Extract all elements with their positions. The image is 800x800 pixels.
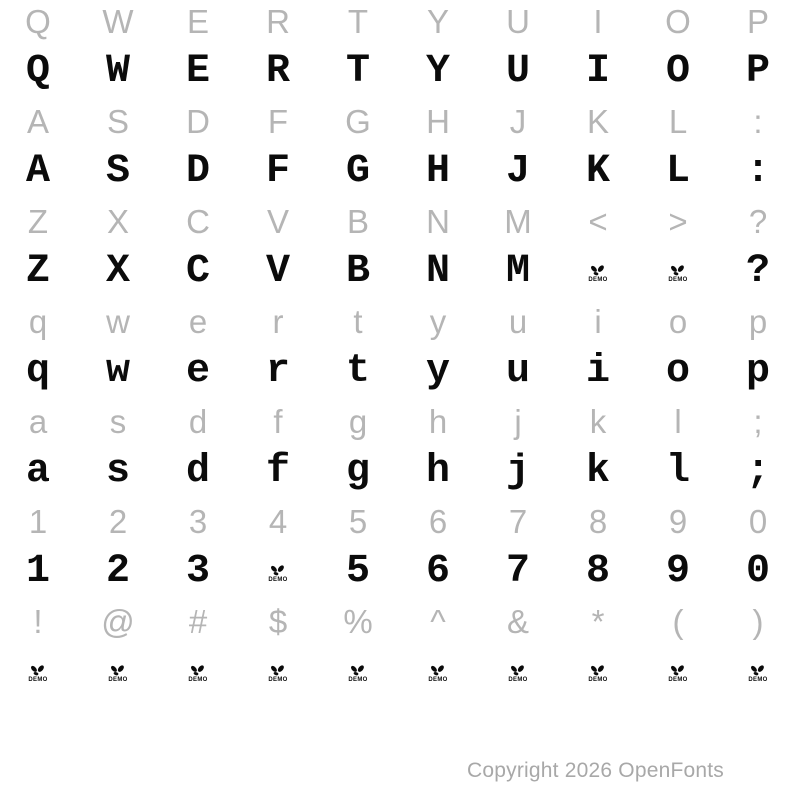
black-glyph: q <box>25 349 50 394</box>
demo-placeholder <box>668 265 687 283</box>
black-glyph: t <box>345 349 370 394</box>
demo-label: DEMO <box>748 677 768 683</box>
gray-glyph: M <box>504 203 532 240</box>
gray-glyph: r <box>272 303 284 340</box>
gray-reference-row-lowercase-asdf <box>0 402 798 442</box>
gray-glyph: # <box>188 603 208 640</box>
gray-glyph: 1 <box>28 503 48 540</box>
black-glyph: M <box>505 249 530 294</box>
demo-placeholder <box>428 665 447 683</box>
gray-glyph: f <box>273 403 283 440</box>
black-glyph: G <box>345 149 370 194</box>
gray-glyph: ? <box>748 203 768 240</box>
demo-font-row-uppercase-zxcv <box>0 247 798 297</box>
gray-glyph: X <box>106 203 129 240</box>
black-glyph: : <box>745 149 770 194</box>
gray-glyph: $ <box>268 603 288 640</box>
demo-glyph-cell <box>638 247 718 297</box>
gray-glyph: ; <box>753 403 763 440</box>
black-glyph: N <box>425 249 450 294</box>
black-glyph: ; <box>745 449 770 494</box>
copyright-text: Copyright 2026 OpenFonts <box>467 759 724 782</box>
demo-label: DEMO <box>588 277 608 283</box>
demo-label: DEMO <box>428 677 448 683</box>
demo-placeholder <box>588 665 607 683</box>
demo-ornament-icon <box>590 665 605 676</box>
gray-glyph: s <box>109 403 127 440</box>
gray-glyph: W <box>102 3 134 40</box>
black-glyph: K <box>585 149 610 194</box>
gray-glyph: 6 <box>428 503 448 540</box>
demo-ornament-icon <box>670 665 685 676</box>
demo-ornament-icon <box>270 565 285 576</box>
black-glyph: 0 <box>745 549 770 594</box>
demo-font-row-lowercase-asdf <box>0 447 798 497</box>
demo-ornament-icon <box>750 665 765 676</box>
gray-glyph: < <box>588 203 608 240</box>
demo-ornament-icon <box>430 665 445 676</box>
demo-label: DEMO <box>508 677 528 683</box>
gray-glyph: y <box>429 303 447 340</box>
black-glyph: S <box>105 149 130 194</box>
demo-placeholder <box>588 265 607 283</box>
demo-label: DEMO <box>668 277 688 283</box>
gray-glyph: P <box>746 3 769 40</box>
gray-reference-row-uppercase-asdf <box>0 102 798 142</box>
gray-glyph: 0 <box>748 503 768 540</box>
demo-font-row-digits <box>0 547 798 597</box>
black-glyph: V <box>265 249 290 294</box>
black-glyph: Z <box>25 249 50 294</box>
black-glyph: 7 <box>505 549 530 594</box>
black-glyph: p <box>745 349 770 394</box>
gray-reference-row-uppercase-qwerty <box>0 2 798 42</box>
demo-glyph-cell <box>718 647 798 697</box>
black-glyph: 8 <box>585 549 610 594</box>
black-glyph: T <box>345 49 370 94</box>
gray-glyph: E <box>186 3 209 40</box>
black-glyph: E <box>185 49 210 94</box>
black-glyph: O <box>665 49 690 94</box>
gray-glyph: J <box>509 103 527 140</box>
black-glyph: o <box>665 349 690 394</box>
gray-glyph: a <box>28 403 48 440</box>
black-glyph: B <box>345 249 370 294</box>
black-glyph: d <box>185 449 210 494</box>
gray-glyph: * <box>591 603 605 640</box>
gray-glyph: V <box>266 203 289 240</box>
gray-glyph: p <box>748 303 768 340</box>
gray-glyph: S <box>106 103 129 140</box>
black-glyph: R <box>265 49 290 94</box>
gray-glyph: C <box>186 203 210 240</box>
black-glyph: I <box>585 49 610 94</box>
gray-glyph: 9 <box>668 503 688 540</box>
gray-glyph: A <box>26 103 49 140</box>
black-glyph: Q <box>25 49 50 94</box>
black-glyph: w <box>105 349 130 394</box>
gray-glyph: ) <box>752 603 764 640</box>
demo-glyph-cell <box>318 647 398 697</box>
demo-font-row-uppercase-qwerty <box>0 47 798 97</box>
gray-glyph: K <box>586 103 609 140</box>
gray-glyph: k <box>589 403 607 440</box>
gray-glyph: d <box>188 403 208 440</box>
demo-glyph-cell <box>238 647 318 697</box>
demo-label: DEMO <box>668 677 688 683</box>
gray-glyph: ^ <box>430 603 446 640</box>
demo-placeholder <box>268 665 287 683</box>
gray-glyph: Z <box>27 203 49 240</box>
gray-glyph: 5 <box>348 503 368 540</box>
demo-placeholder <box>508 665 527 683</box>
black-glyph: X <box>105 249 130 294</box>
demo-label: DEMO <box>268 677 288 683</box>
black-glyph: L <box>665 149 690 194</box>
gray-glyph: U <box>506 3 530 40</box>
black-glyph: h <box>425 449 450 494</box>
black-glyph: 1 <box>25 549 50 594</box>
gray-glyph: F <box>267 103 289 140</box>
demo-glyph-cell <box>558 247 638 297</box>
black-glyph: f <box>265 449 290 494</box>
gray-glyph: q <box>28 303 48 340</box>
demo-font-row-uppercase-asdf <box>0 147 798 197</box>
black-glyph: P <box>745 49 770 94</box>
demo-label: DEMO <box>188 677 208 683</box>
gray-reference-row-symbols <box>0 602 798 642</box>
black-glyph: J <box>505 149 530 194</box>
gray-glyph: e <box>188 303 208 340</box>
demo-label: DEMO <box>108 677 128 683</box>
gray-glyph: R <box>266 3 290 40</box>
gray-glyph: L <box>668 103 688 140</box>
gray-glyph: % <box>343 603 373 640</box>
gray-glyph: u <box>508 303 528 340</box>
demo-ornament-icon <box>190 665 205 676</box>
demo-placeholder <box>668 665 687 683</box>
gray-glyph: B <box>346 203 369 240</box>
demo-glyph-cell <box>158 647 238 697</box>
demo-placeholder <box>748 665 767 683</box>
gray-glyph: 8 <box>588 503 608 540</box>
demo-placeholder <box>28 665 47 683</box>
gray-glyph: D <box>186 103 210 140</box>
black-glyph: A <box>25 149 50 194</box>
demo-glyph-cell <box>638 647 718 697</box>
gray-glyph: o <box>668 303 688 340</box>
black-glyph: W <box>105 49 130 94</box>
black-glyph: U <box>505 49 530 94</box>
black-glyph: ? <box>745 249 770 294</box>
black-glyph: a <box>25 449 50 494</box>
demo-ornament-icon <box>350 665 365 676</box>
gray-glyph: h <box>428 403 448 440</box>
black-glyph: l <box>665 449 690 494</box>
demo-placeholder <box>108 665 127 683</box>
black-glyph: Y <box>425 49 450 94</box>
black-glyph: s <box>105 449 130 494</box>
black-glyph: F <box>265 149 290 194</box>
demo-label: DEMO <box>348 677 368 683</box>
demo-ornament-icon <box>270 665 285 676</box>
black-glyph: D <box>185 149 210 194</box>
gray-reference-row-lowercase-qwerty <box>0 302 798 342</box>
gray-reference-row-digits <box>0 502 798 542</box>
demo-label: DEMO <box>588 677 608 683</box>
black-glyph: H <box>425 149 450 194</box>
black-glyph: 2 <box>105 549 130 594</box>
demo-ornament-icon <box>590 265 605 276</box>
demo-label: DEMO <box>268 577 288 583</box>
gray-glyph: : <box>753 103 763 140</box>
black-glyph: y <box>425 349 450 394</box>
demo-placeholder <box>188 665 207 683</box>
black-glyph: g <box>345 449 370 494</box>
gray-glyph: t <box>353 303 363 340</box>
black-glyph: r <box>265 349 290 394</box>
gray-glyph: Q <box>25 3 51 40</box>
demo-glyph-cell <box>558 647 638 697</box>
gray-glyph: j <box>514 403 522 440</box>
gray-glyph: @ <box>101 603 135 640</box>
gray-glyph: ( <box>672 603 684 640</box>
black-glyph: 9 <box>665 549 690 594</box>
black-glyph: i <box>585 349 610 394</box>
black-glyph: e <box>185 349 210 394</box>
demo-ornament-icon <box>110 665 125 676</box>
gray-glyph: l <box>674 403 682 440</box>
black-glyph: C <box>185 249 210 294</box>
black-glyph: 5 <box>345 549 370 594</box>
gray-glyph: N <box>426 203 450 240</box>
demo-font-row-symbols <box>0 647 798 697</box>
gray-glyph: w <box>106 303 130 340</box>
demo-glyph-cell <box>398 647 478 697</box>
demo-font-row-lowercase-qwerty <box>0 347 798 397</box>
black-glyph: k <box>585 449 610 494</box>
gray-glyph: 2 <box>108 503 128 540</box>
demo-glyph-cell <box>238 547 318 597</box>
gray-reference-row-uppercase-zxcv <box>0 202 798 242</box>
black-glyph: j <box>505 449 530 494</box>
gray-glyph: ! <box>33 603 43 640</box>
gray-glyph: & <box>506 603 529 640</box>
black-glyph: 6 <box>425 549 450 594</box>
demo-placeholder <box>348 665 367 683</box>
gray-glyph: 4 <box>268 503 288 540</box>
gray-glyph: G <box>345 103 371 140</box>
gray-glyph: i <box>594 303 602 340</box>
gray-glyph: > <box>668 203 688 240</box>
gray-glyph: Y <box>426 3 449 40</box>
gray-glyph: H <box>426 103 450 140</box>
gray-glyph: 7 <box>508 503 528 540</box>
demo-placeholder <box>268 565 287 583</box>
demo-glyph-cell <box>78 647 158 697</box>
demo-glyph-cell <box>478 647 558 697</box>
gray-glyph: O <box>665 3 691 40</box>
gray-glyph: T <box>347 3 369 40</box>
gray-glyph: 3 <box>188 503 208 540</box>
gray-glyph: g <box>348 403 368 440</box>
demo-glyph-cell <box>0 647 78 697</box>
demo-ornament-icon <box>30 665 45 676</box>
demo-ornament-icon <box>510 665 525 676</box>
gray-glyph: I <box>593 3 603 40</box>
demo-label: DEMO <box>28 677 48 683</box>
demo-ornament-icon <box>670 265 685 276</box>
black-glyph: 3 <box>185 549 210 594</box>
black-glyph: u <box>505 349 530 394</box>
